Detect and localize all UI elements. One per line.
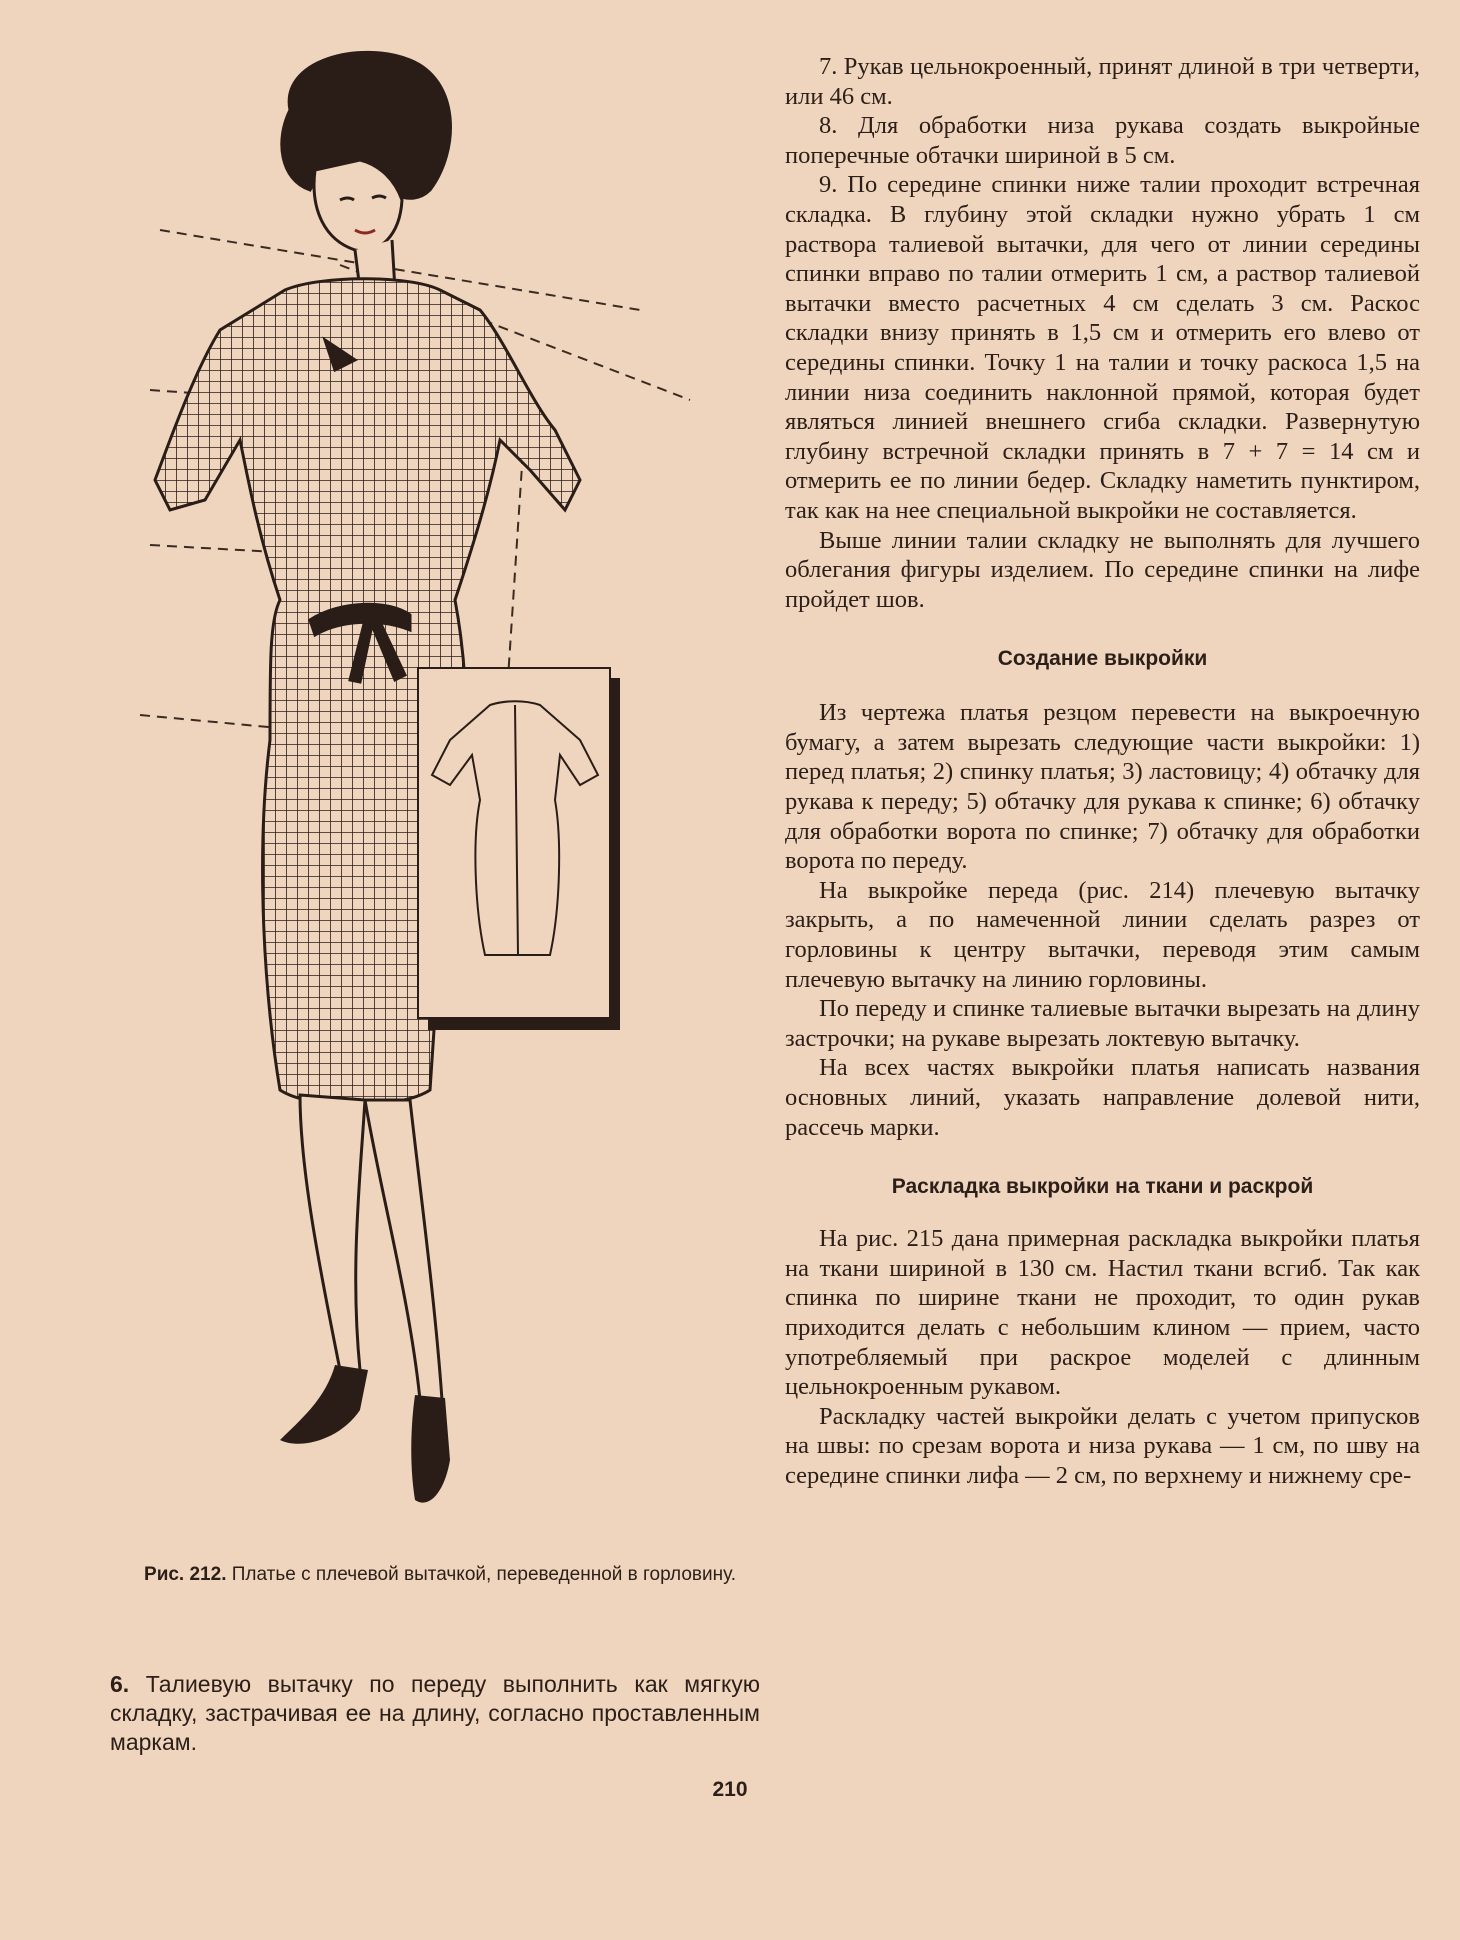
figure-label: Рис. 212. <box>144 1564 227 1585</box>
paragraph-7: 7. Рукав цельнокроенный, принят длиной в три четверти, или 46 см. <box>785 53 1420 110</box>
page-number: 210 <box>712 1778 748 1801</box>
layout-paragraph-1: На рис. 215 дана примерная раскладка выкройки платья на ткани шириной в 130 см. Настил ткани всгиб. Так как спинка по ширине ткани не проходит, то один рукав приходится делать с небольшим клином — прием, часто употребляемый при раскрое моделей с длинным цельнокроенным рукавом. <box>785 1225 1420 1401</box>
left-paragraph <box>110 1670 760 1757</box>
back-view-inset <box>418 668 620 1030</box>
right-column <box>785 52 1420 1491</box>
layout-paragraph-2: Раскладку частей выкройки делать с учетом припусков на швы: по срезам ворота и низа рукава — 1 см, по шву на середине спинки лифа — 2 см, по верхнему и нижнему сре- <box>785 1402 1420 1489</box>
pattern-paragraph-2: На выкройке переда (рис. 214) плечевую вытачку закрыть, а по намеченной линии сделать разрез от горловины к центру вытачки, переводя этим самым плечевую вытачку на линию горловины. <box>785 876 1420 993</box>
section-heading-layout: Раскладка выкройки на ткани и раскрой <box>891 1175 1314 1199</box>
figure-caption-text: Платье с плечевой вытачкой, переведенной в горловину. <box>231 1564 736 1585</box>
paragraph-9: 9. По середине спинки ниже талии проходит встречная складка. В глубину этой складки нужно убрать 1 см раствора талиевой вытачки, для чего от линии середины спинки вправо по талии отмерить 1 см, а раствор талиевой вытачки вместо расчетных 4 см сделать 3 см. Раскос складки внизу принять в 1,5 см и отмерить его влево от середины спинки. Точку 1 на талии и точку раскоса 1,5 на линии низа соединить наклонной прямой, которая будет являться линией внешнего сгиба складки. Развернутую глубину встречной складки принять в 7 + 7 = 14 см и отмерить ее по линии бедер. Складку наметить пунктиром, так как на нее специальной выкройки не составляется. <box>785 171 1420 524</box>
pattern-paragraph-1: Из чертежа платья резцом перевести на выкроечную бумагу, а затем вырезать следующие части выкройки: 1) перед платья; 2) спинку платья; 3) ластовицу; 4) обтачку для рукава к переду; 5) обтачку для рукава к спинке; 6) обтачку для обработки ворота по спинке; 7) обтачку для обработки ворота по переду. <box>785 699 1420 875</box>
paragraph-9-continued: Выше линии талии складку не выполнять для лучшего облегания фигуры изделием. По середине спинки на лифе пройдет шов. <box>785 526 1420 613</box>
paragraph-number: 6. <box>110 1671 130 1697</box>
legs <box>300 1095 442 1400</box>
head <box>282 52 451 290</box>
pattern-paragraph-3: По переду и спинке талиевые вытачки вырезать на длину застрочки; на рукаве вырезать локтевую вытачку. <box>785 995 1420 1052</box>
paragraph-8: 8. Для обработки низа рукава создать выкройные поперечные обтачки шириной в 5 см. <box>785 112 1420 169</box>
paragraph-text: Талиевую вытачку по переду выполнить как мягкую складку, застрачивая ее на длину, согласно проставленным маркам. <box>110 1671 761 1755</box>
pattern-paragraph-4: На всех частях выкройки платья написать названия основных линий, указать направление долевой нити, рассечь марки. <box>785 1054 1420 1141</box>
figure-caption <box>140 1562 740 1588</box>
section-heading-pattern: Создание выкройки <box>997 647 1208 671</box>
dress-illustration <box>110 40 750 1580</box>
